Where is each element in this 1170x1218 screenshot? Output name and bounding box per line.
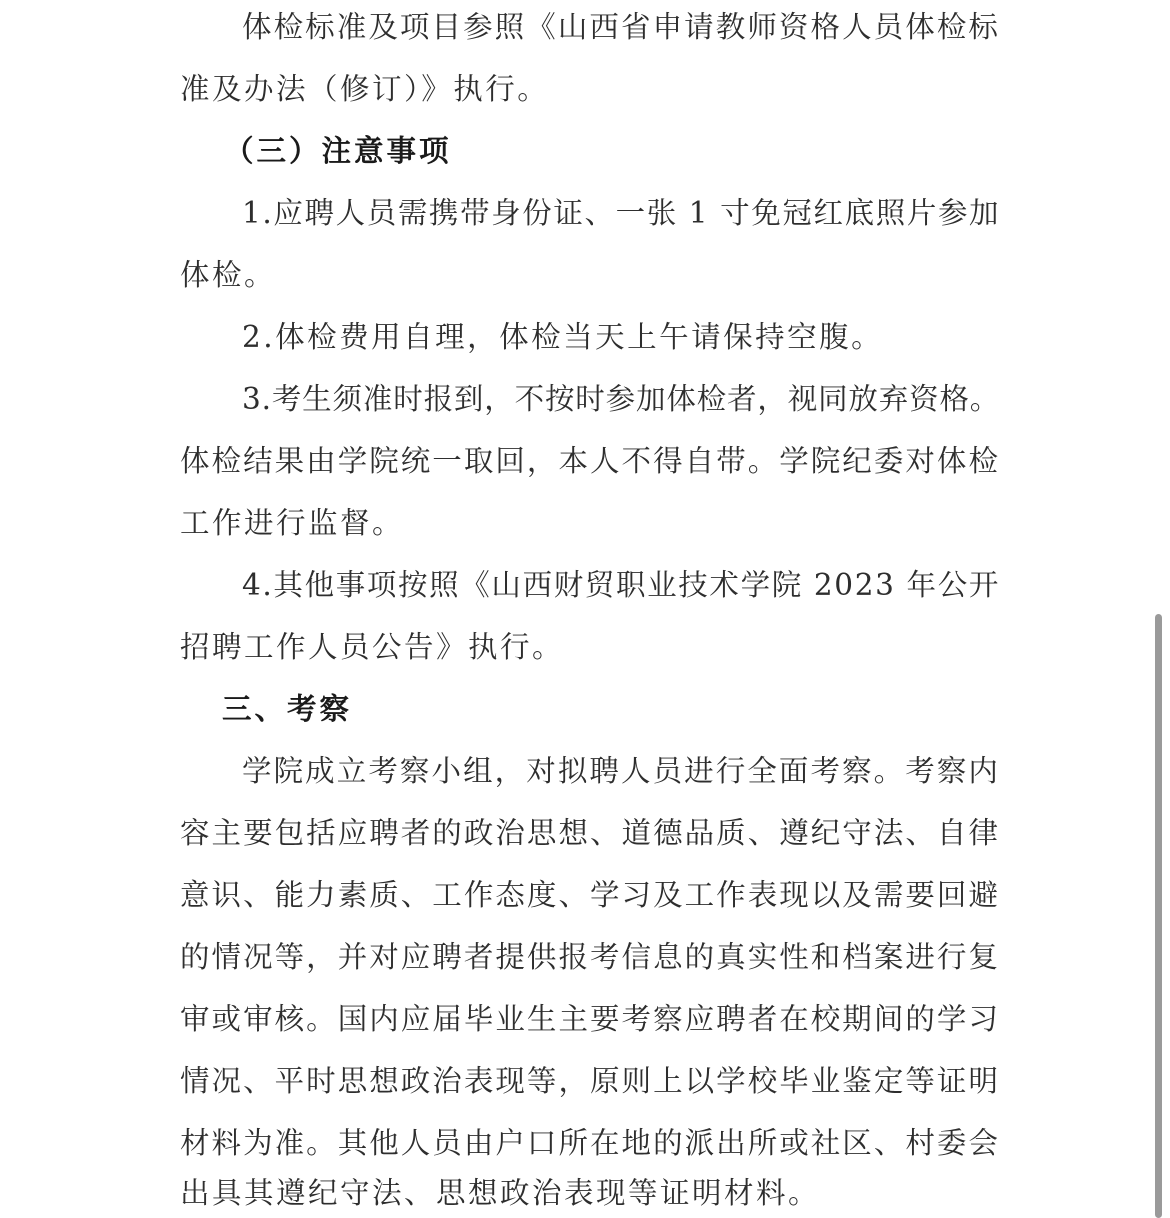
inspection-paragraph-line-2: 容主要包括应聘者的政治思想、道德品质、遵纪守法、自律 xyxy=(180,816,1001,850)
inspection-paragraph-line-4: 的情况等，并对应聘者提供报考信息的真实性和档案进行复 xyxy=(180,940,1001,974)
inspection-paragraph-line-8: 出具其遵纪守法、思想政治表现等证明材料。 xyxy=(180,1176,821,1210)
inspection-paragraph-line-5: 审或审核。国内应届毕业生主要考察应聘者在校期间的学习 xyxy=(180,1002,1001,1036)
note-3-line-3: 工作进行监督。 xyxy=(180,506,405,540)
note-2-line-1: 2.体检费用自理，体检当天上午请保持空腹。 xyxy=(242,320,884,354)
note-3-line-1: 3.考生须准时报到，不按时参加体检者，视同放弃资格。 xyxy=(242,382,1001,416)
note-1-line-2: 体检。 xyxy=(180,258,277,292)
inspection-paragraph-line-3: 意识、能力素质、工作态度、学习及工作表现以及需要回避 xyxy=(180,878,1001,912)
vertical-scrollbar-thumb[interactable] xyxy=(1155,614,1162,1218)
section-heading-notes: （三）注意事项 xyxy=(224,134,452,168)
paragraph-physical-exam-standard-line-1: 体检标准及项目参照《山西省申请教师资格人员体检标 xyxy=(242,10,1001,44)
inspection-paragraph-line-1: 学院成立考察小组，对拟聘人员进行全面考察。考察内 xyxy=(242,754,1001,788)
note-4-line-2: 招聘工作人员公告》执行。 xyxy=(180,630,565,664)
note-3-line-2: 体检结果由学院统一取回，本人不得自带。学院纪委对体检 xyxy=(180,444,1001,478)
note-1-line-1: 1.应聘人员需携带身份证、一张 1 寸免冠红底照片参加 xyxy=(242,196,1001,230)
inspection-paragraph-line-7: 材料为准。其他人员由户口所在地的派出所或社区、村委会 xyxy=(180,1126,1001,1160)
section-heading-inspection: 三、考察 xyxy=(222,692,353,726)
paragraph-physical-exam-standard-line-2: 准及办法（修订）》执行。 xyxy=(180,72,550,106)
note-4-line-1: 4.其他事项按照《山西财贸职业技术学院 2023 年公开 xyxy=(242,568,1000,602)
inspection-paragraph-line-6: 情况、平时思想政治表现等，原则上以学校毕业鉴定等证明 xyxy=(180,1064,1001,1098)
